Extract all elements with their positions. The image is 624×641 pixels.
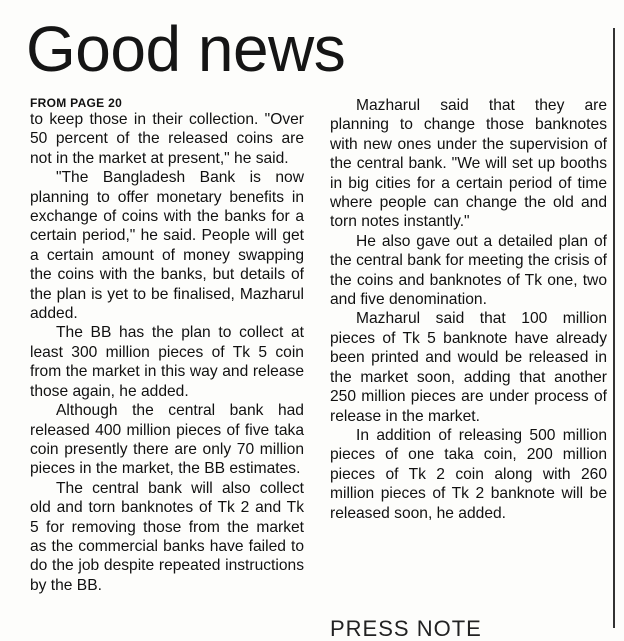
- article-paragraph: The central bank will also collect old and torn banknotes of Tk 2 and Tk 5 for removing those from the market as the commercial banks have failed to do the job despite repeated instructions by the BB.: [30, 479, 304, 594]
- article-paragraph: In addition of releasing 500 million pieces of one taka coin, 200 million pieces of Tk 2 coin along with 260 million pieces of Tk 2 banknote will be released soon, he added.: [330, 426, 607, 522]
- article-paragraph: Mazharul said that they are planning to change those banknotes with new ones under the supervision of the central bank. "We will set up booths in big cities for a certain period of time where people can change the old and torn notes instantly.": [330, 97, 607, 231]
- article-paragraph: He also gave out a detailed plan of the central bank for meeting the crisis of the coins and banknotes of Tk one, two and five denomination.: [330, 232, 607, 309]
- article-paragraph: "The Bangladesh Bank is now planning to offer monetary benefits in exchange of coins with the banks for a certain period," he said. People will get a certain amount of money swapping the coins with the banks, but details of the plan is yet to be finalised, Mazharul added.: [30, 169, 304, 323]
- right-column: [330, 96, 607, 523]
- article-paragraph: to keep those in their collection. "Over 50 percent of the released coins are not in the market at present," he said.: [30, 111, 304, 167]
- continuation-kicker: FROM PAGE 20: [30, 96, 123, 110]
- article-paragraph: The BB has the plan to collect at least 300 million pieces of Tk 5 coin from the market in this way and release those again, he added.: [30, 324, 304, 400]
- article-paragraph: Although the central bank had released 400 million pieces of five taka coin presently there are only 70 million pieces in the market, the BB estimates.: [30, 402, 304, 478]
- press-note-heading: PRESS NOTE: [330, 616, 482, 641]
- left-column: [30, 96, 304, 595]
- headline: Good news: [26, 13, 346, 85]
- article-paragraph: Mazharul said that 100 million pieces of Tk 5 banknote have already been printed and would be released in the market soon, adding that another 250 million pieces are under process of release in the market.: [330, 310, 607, 425]
- column-rule: [613, 28, 615, 628]
